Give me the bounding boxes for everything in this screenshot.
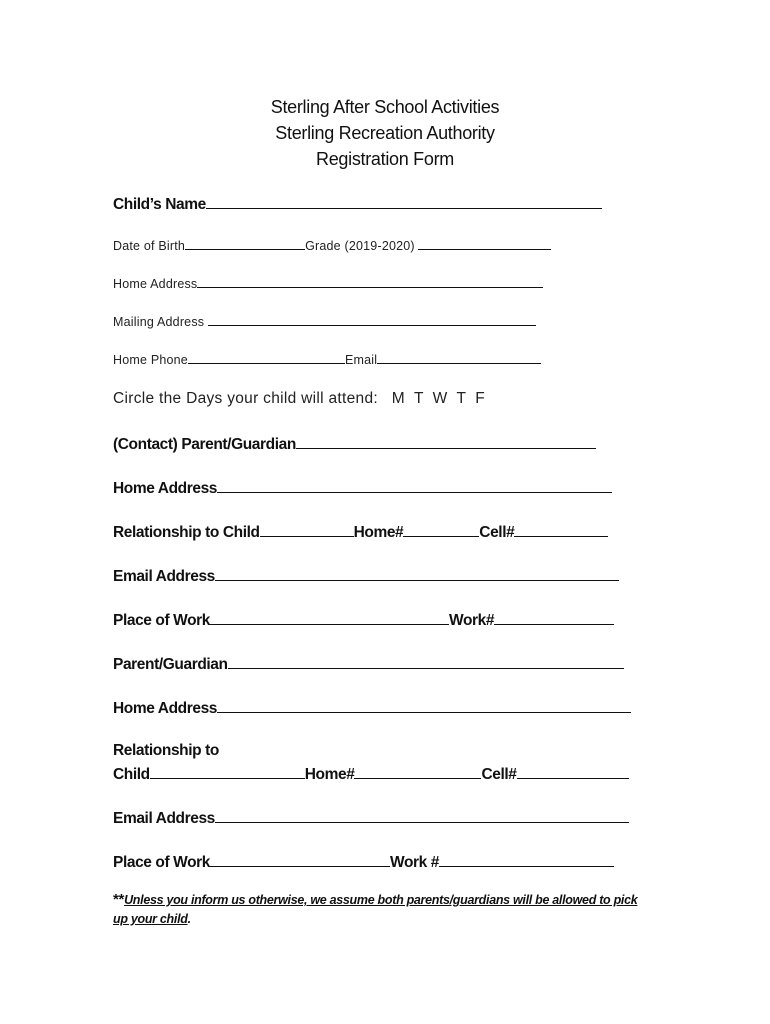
title-line-authority: Sterling Recreation Authority [275,123,495,143]
form-title [0,94,770,172]
guardian2-home-address-label: Home Address [113,700,218,717]
guardian1-relationship-label: Relationship to Child [113,524,260,541]
guardian1-email-label: Email Address [113,568,215,585]
dob-grade-row [113,238,551,253]
child-home-address-field[interactable] [197,276,543,288]
guardian2-work-row [113,852,614,872]
note-period: . [187,912,191,926]
mailing-address-field[interactable] [208,314,536,326]
guardian2-email-row [113,808,629,828]
contact-guardian-label: (Contact) Parent/Guardian [113,436,296,453]
guardian1-email-field[interactable] [215,566,619,581]
guardian2-relationship-heading [113,742,219,760]
guardian1-home-num-field[interactable] [403,522,479,537]
guardian2-email-field[interactable] [215,808,629,823]
contact-guardian-field[interactable] [296,434,596,449]
attendance-days-options[interactable]: M T W T F [391,390,485,407]
title-line-form-name: Registration Form [316,149,454,169]
guardian2-row [113,654,624,674]
guardian1-home-address-row [113,478,612,498]
pickup-note [113,890,653,929]
guardian1-work-row [113,610,614,630]
guardian1-home-address-label: Home Address [113,480,218,497]
guardian1-work-num-field[interactable] [494,610,614,625]
guardian2-home-num-label: Home# [304,766,355,783]
guardian2-relationship-field[interactable] [150,764,305,779]
child-name-row [113,194,602,214]
attendance-days-label: Circle the Days your child will attend: [113,390,378,407]
child-email-field[interactable] [377,352,541,364]
guardian1-relationship-field[interactable] [260,522,354,537]
dob-label: Date of Birth [113,239,186,253]
mailing-address-label: Mailing Address [113,315,205,329]
guardian1-cell-label: Cell# [479,524,515,541]
dob-field[interactable] [185,238,305,250]
phone-email-row [113,352,541,367]
attendance-days-row [113,390,485,408]
guardian2-relationship-child-label: Child [113,766,150,783]
guardian2-home-address-field[interactable] [217,698,631,713]
guardian2-home-address-row [113,698,631,718]
guardian2-cell-field[interactable] [517,764,629,779]
child-home-address-row [113,276,543,291]
contact-guardian-row [113,434,596,454]
mailing-address-row [113,314,536,329]
guardian2-relationship-row [113,764,629,784]
child-email-label: Email [344,353,378,367]
guardian2-field[interactable] [228,654,624,669]
guardian2-cell-label: Cell# [481,766,517,783]
guardian2-home-num-field[interactable] [354,764,481,779]
guardian1-work-num-label: Work# [449,612,495,629]
guardian1-work-place-label: Place of Work [113,612,211,629]
home-phone-field[interactable] [188,352,345,364]
title-line-organization: Sterling After School Activities [270,97,500,117]
guardian2-relationship-label: Relationship to [113,742,219,759]
grade-label: Grade (2019-2020) [305,239,415,253]
note-asterisks: ** [113,891,125,908]
guardian1-cell-field[interactable] [514,522,608,537]
guardian2-work-num-label: Work # [390,854,440,871]
grade-field[interactable] [418,238,551,250]
child-name-field[interactable] [206,194,602,209]
guardian2-label: Parent/Guardian [113,656,228,673]
child-name-label: Child’s Name [113,196,206,213]
guardian1-work-place-field[interactable] [210,610,449,625]
guardian1-relationship-row [113,522,608,542]
guardian1-home-num-label: Home# [353,524,404,541]
child-home-address-label: Home Address [113,277,198,291]
guardian1-email-row [113,566,619,586]
guardian1-home-address-field[interactable] [217,478,612,493]
note-text: Unless you inform us otherwise, we assume both parents/guardians will be allowed to pick up your child [113,893,638,926]
guardian2-email-label: Email Address [113,810,215,827]
guardian2-work-place-field[interactable] [210,852,390,867]
guardian2-work-place-label: Place of Work [113,854,211,871]
guardian2-work-num-field[interactable] [439,852,614,867]
home-phone-label: Home Phone [113,353,188,367]
